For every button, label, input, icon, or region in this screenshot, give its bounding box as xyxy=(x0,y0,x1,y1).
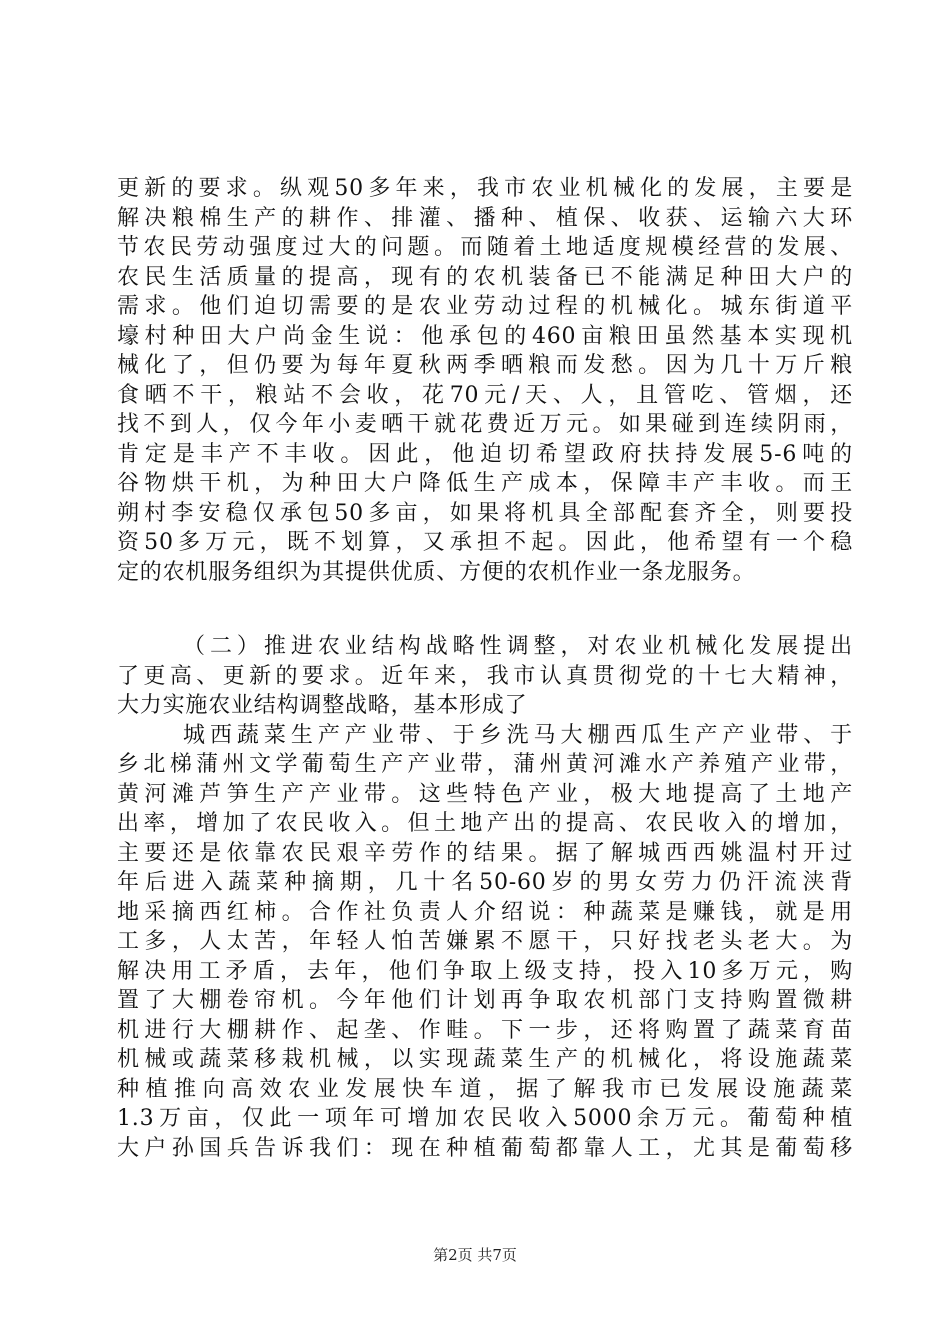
text-line: 出率，增加了农民收入。但土地产出的提高、农民收入的增加， xyxy=(117,811,853,836)
text-line: 朔村李安稳仅承包50多亩，如果将机具全部配套齐全，则要投 xyxy=(117,500,853,526)
text-line: 谷物烘干机，为种田大户降低生产成本，保障丰产丰收。而王 xyxy=(117,471,853,496)
text-line: 资50多万元，既不划算，又承担不起。因此，他希望有一个稳 xyxy=(117,530,853,555)
text-line: 机械或蔬菜移栽机械，以实现蔬菜生产的机械化，将设施蔬菜 xyxy=(117,1047,853,1072)
text-line: 年后进入蔬菜种摘期，几十名50-60岁的男女劳力仍汗流浃背 xyxy=(117,870,853,895)
paragraph-2-and-3 xyxy=(117,632,853,1163)
text-line: 种植推向高效农业发展快车道，据了解我市已发展设施蔬菜 xyxy=(117,1076,853,1102)
text-line: 置了大棚卷帘机。今年他们计划再争取农机部门支持购置微耕 xyxy=(117,988,853,1013)
text-line: 乡北梯蒲州文学葡萄生产产业带，蒲州黄河滩水产养殖产业带， xyxy=(117,752,853,777)
text-line: 壕村种田大户尚金生说：他承包的460亩粮田虽然基本实现机 xyxy=(117,323,853,349)
text-line: 大力实施农业结构调整战略，基本形成了 xyxy=(117,693,528,718)
text-line: 需求。他们迫切需要的是农业劳动过程的机械化。城东街道平 xyxy=(117,294,853,319)
text-line: 械化了，但仍要为每年夏秋两季晒粮而发愁。因为几十万斤粮 xyxy=(117,353,853,378)
text-line: 节农民劳动强度过大的问题。而随着土地适度规模经营的发展、 xyxy=(117,235,853,260)
text-line: 了更高、更新的要求。近年来，我市认真贯彻党的十七大精神， xyxy=(117,663,853,689)
text-line: 定的农机服务组织为其提供优质、方便的农机作业一条龙服务。 xyxy=(117,559,756,585)
text-line: 食晒不干，粮站不会收，花70元/天、人，且管吃、管烟，还 xyxy=(117,382,853,408)
text-line: 农民生活质量的提高，现有的农机装备已不能满足种田大户的 xyxy=(117,264,853,290)
text-line: 更新的要求。纵观50多年来，我市农业机械化的发展，主要是 xyxy=(117,176,853,201)
section-heading-line: （二）推进农业结构战略性调整，对农业机械化发展提出 xyxy=(183,634,853,659)
text-line: 黄河滩芦笋生产产业带。这些特色产业，极大地提高了土地产 xyxy=(117,781,853,807)
text-line: 工多，人太苦，年轻人怕苦嫌累不愿干，只好找老头老大。为 xyxy=(117,929,853,954)
text-line: 大户孙国兵告诉我们：现在种植葡萄都靠人工，尤其是葡萄移 xyxy=(117,1135,853,1161)
text-line: 肯定是丰产不丰收。因此，他迫切希望政府扶持发展5-6吨的 xyxy=(117,441,853,467)
text-line: 主要还是依靠农民艰辛劳作的结果。据了解城西西姚温村开过 xyxy=(117,840,853,866)
text-line: 城西蔬菜生产产业带、于乡洗马大棚西瓜生产产业带、于 xyxy=(183,722,853,748)
text-line: 解决用工矛盾，去年，他们争取上级支持，投入10多万元，购 xyxy=(117,958,853,984)
text-line: 1.3万亩，仅此一项年可增加农民收入5000余万元。葡萄种植 xyxy=(117,1106,853,1131)
text-line: 地采摘西红柿。合作社负责人介绍说：种蔬菜是赚钱，就是用 xyxy=(117,899,853,925)
text-line: 解决粮棉生产的耕作、排灌、播种、植保、收获、运输六大环 xyxy=(117,205,853,231)
text-line: 机进行大棚耕作、起垄、作畦。下一步，还将购置了蔬菜育苗 xyxy=(117,1017,853,1043)
paragraph-1 xyxy=(117,174,853,587)
page-number-footer: 第2页 共7页 xyxy=(433,1246,517,1264)
text-line: 找不到人，仅今年小麦晒干就花费近万元。如果碰到连续阴雨， xyxy=(117,412,853,437)
